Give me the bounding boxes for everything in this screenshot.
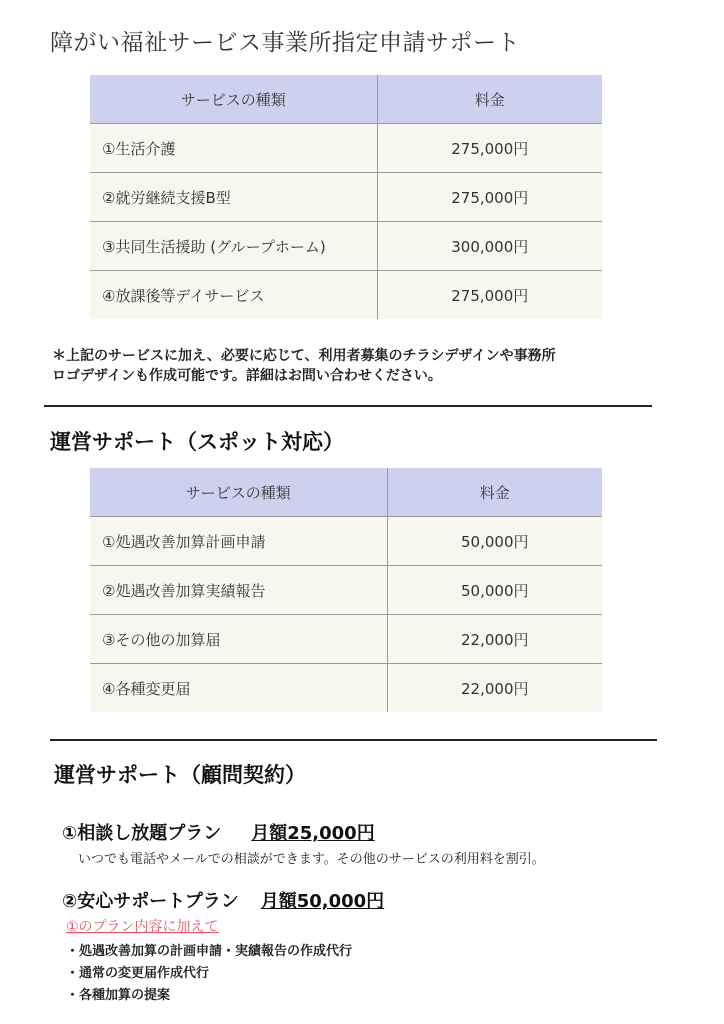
service-price: 275,000円: [377, 124, 602, 173]
service-fee-table: [90, 75, 602, 319]
design-note: [52, 346, 556, 386]
spot-support-table: [90, 468, 602, 712]
table-row: [90, 124, 602, 173]
service-name: ②処遇改善加算実績報告: [90, 566, 387, 615]
plan-2: [62, 887, 384, 913]
plan-2-addon-note: ①のプラン内容に加えて: [66, 919, 219, 935]
column-header-service: サービスの種類: [90, 75, 377, 124]
table-row: [90, 664, 602, 713]
list-item: ・処遇改善加算の計画申請・実績報告の作成代行: [66, 944, 353, 959]
list-item: ・通常の変更届作成代行: [66, 966, 210, 981]
service-price: 50,000円: [387, 566, 602, 615]
page-title: 障がい福祉サービス事業所指定申請サポート: [50, 30, 520, 56]
column-header-price: 料金: [387, 468, 602, 517]
service-name: ③その他の加算届: [90, 615, 387, 664]
divider: [44, 405, 652, 407]
service-name: ②就労継続支援B型: [90, 173, 377, 222]
note-line: ＊上記のサービスに加え、必要に応じて、利用者募集のチラシデザインや事務所: [52, 348, 556, 364]
service-name: ④各種変更届: [90, 664, 387, 713]
table-row: [90, 271, 602, 320]
section-title-advisory: 運営サポート（顧問契約）: [54, 763, 306, 787]
service-price: 22,000円: [387, 615, 602, 664]
section-title-spot: 運営サポート（スポット対応）: [50, 430, 344, 454]
plan-1-price: 月額25,000円: [251, 823, 375, 844]
divider: [50, 739, 657, 741]
list-item: ・各種加算の提案: [66, 988, 171, 1003]
plan-1-description: いつでも電話やメールでの相談ができます。その他のサービスの利用料を割引。: [78, 852, 545, 867]
table-header-row: [90, 468, 602, 517]
service-price: 22,000円: [387, 664, 602, 713]
plan-2-name: ②安心サポートプラン: [62, 891, 239, 912]
table-header-row: [90, 75, 602, 124]
table-row: [90, 517, 602, 566]
service-price: 275,000円: [377, 173, 602, 222]
plan-1-name: ①相談し放題プラン: [62, 823, 222, 844]
service-price: 300,000円: [377, 222, 602, 271]
plan-2-price: 月額50,000円: [260, 891, 385, 912]
service-price: 50,000円: [387, 517, 602, 566]
table-row: [90, 566, 602, 615]
service-name: ④放課後等デイサービス: [90, 271, 377, 320]
table-row: [90, 615, 602, 664]
plan-1: [62, 819, 375, 845]
service-name: ①生活介護: [90, 124, 377, 173]
note-line: ロゴデザインも作成可能です。詳細はお問い合わせください。: [52, 368, 442, 384]
table-row: [90, 222, 602, 271]
service-name: ①処遇改善加算計画申請: [90, 517, 387, 566]
service-price: 275,000円: [377, 271, 602, 320]
service-name: ③共同生活援助 (グループホーム): [90, 222, 377, 271]
column-header-service: サービスの種類: [90, 468, 387, 517]
table-row: [90, 173, 602, 222]
column-header-price: 料金: [377, 75, 602, 124]
